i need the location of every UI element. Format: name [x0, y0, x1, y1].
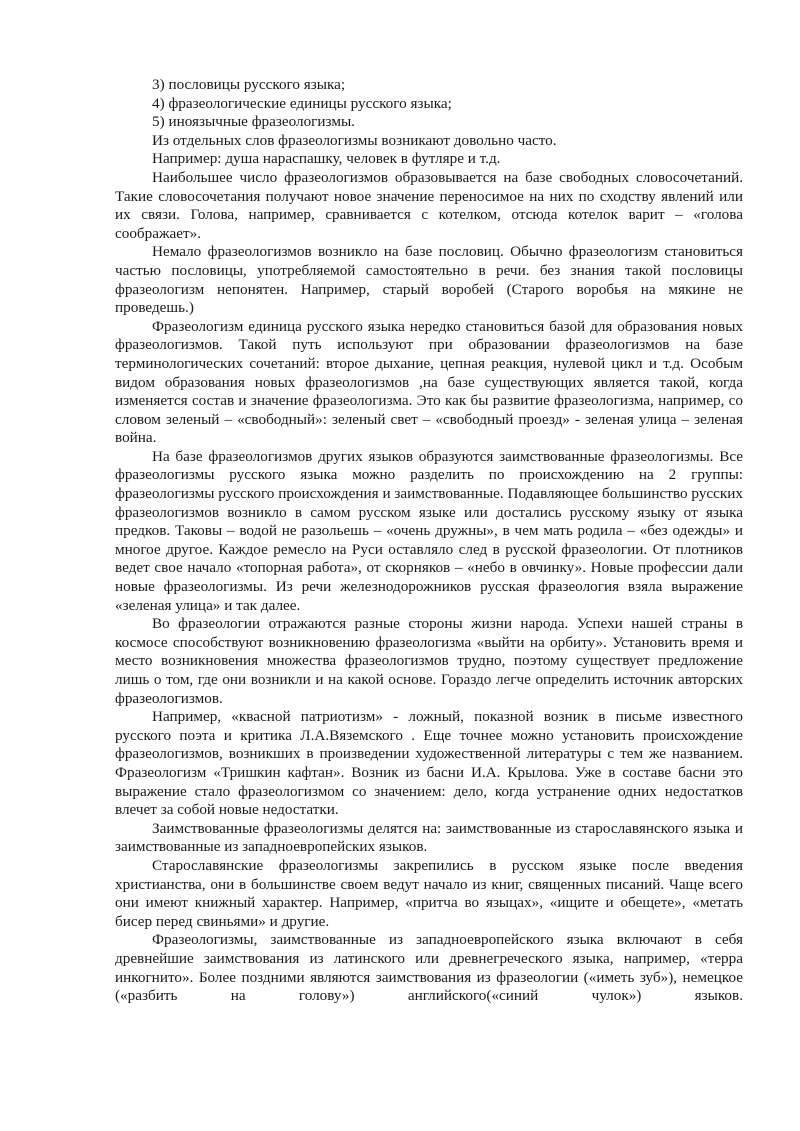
list-item-phraseological-units: 4) фразеологические единицы русского языка;	[152, 94, 452, 112]
list-item-foreign-phraseologisms: 5) иноязычные фразеологизмы.	[152, 113, 355, 131]
document-body	[115, 76, 743, 1006]
paragraph-old-slavonic: Старославянские фразеологизмы закрепились в русском языке после введения христианства, они в большинстве своем ведут начало из книг, священных писаний. Чаще всего они имеют книжный характер. Например, «притча во языцах», «ищите и обещете», «метать бисер перед свиньями» и другие.	[115, 856, 743, 930]
paragraph-borrowed-split: Заимствованные фразеологизмы делятся на: заимствованные из старославянского языка и заимствованные из западноевропейских языков.	[115, 819, 743, 856]
paragraph-new-phraseologisms: Фразеологизм единица русского языка нередко становиться базой для образования новых фразеологизмов. Такой путь используют при образовании фразеологизмов на базе терминологических сочетаний: второе дыхание, цепная реакция, нулевой цикл и т.д. Особым видом образования новых фразеологизмов ,на базе существующих является такой, когда изменяется состав и значение фразеологизма. Это как бы развитие фразеологизма, например, со словом зеленый – «свободный»: зеленый свет – «свободный проезд» - зеленая улица – зеленая война.	[115, 317, 743, 447]
list-item-proverbs: 3) пословицы русского языка;	[152, 76, 346, 93]
paragraph-from-words: Из отдельных слов фразеологизмы возникают довольно часто.	[152, 131, 557, 149]
paragraph-free-word-combinations: Наибольшее число фразеологизмов образовывается на базе свободных словосочетаний. Такие словосочетания получают новое значение переносимое на них по сходству явлений или их связи. Голова, например, сравнивается с котелком, отсюда котелок варит – «голова соображает».	[115, 168, 743, 242]
paragraph-life-of-people: Во фразеологии отражаются разные стороны жизни народа. Успехи нашей страны в космосе способствуют возникновению фразеологизма «выйти на орбиту». Установить время и место возникновения множества фразеологизмов трудно, поэтому существует предложение лишь о том, где они возникли и на какой основе. Гораздо легче определить источник авторских фразеологизмов.	[115, 615, 743, 707]
paragraph-author-examples: Например, «квасной патриотизм» - ложный, показной возник в письме известного русского поэта и критика Л.А.Вяземского . Еще точнее можно установить происхождение фразеологизмов, возникших в произведении художественной литературы с тем же названием. Фразеологизм «Тришкин кафтан». Возник из басни И.А. Крылова. Уже в составе басни это выражение стало фразеологизмом со значением: дело, когда устранение одних недостатков влечет за собой новые недостатки.	[115, 708, 743, 819]
paragraph-proverbs-base: Немало фразеологизмов возникло на базе пословиц. Обычно фразеологизм становиться частью пословицы, употребляемой самостоятельно в речи. без знания такой пословицы фразеологизм непонятен. Например, старый воробей (Старого воробья на мякине не проведешь.)	[115, 243, 743, 317]
paragraph-example: Например: душа нараспашку, человек в футляре и т.д.	[152, 150, 501, 168]
paragraph-western-european: Фразеологизмы, заимствованные из западноевропейского языка включают в себя древнейшие заимствования из латинского или древнегреческого языка, например, «терра инкогнито». Более поздними являются заимствования из фразеологии («иметь зуб»), немецкое («разбить на голову») английского(«синий чулок») языков.	[115, 931, 743, 1005]
paragraph-borrowed: На базе фразеологизмов других языков образуются заимствованные фразеологизмы. Все фразеологизмы русского языка можно разделить по происхождению на 2 группы: фразеологизмы русского происхождения и заимствованные. Подавляющее большинство русских фразеологизмов возникло в самом русском языке или достались русскому языку от языка предков. Таковы – водой не разольешь – «очень дружны», в чем мать родила – «без одежды» и многое другое. Каждое ремесло на Руси оставляло след в русской фразеологии. От плотников ведет свое начало «топорная работа», от скорняков – «небо в овчинку». Новые профессии дали новые фразеологизмы. Из речи железнодорожников русская фразеология взяла выражение «зеленая улица» и так далее.	[115, 447, 743, 614]
